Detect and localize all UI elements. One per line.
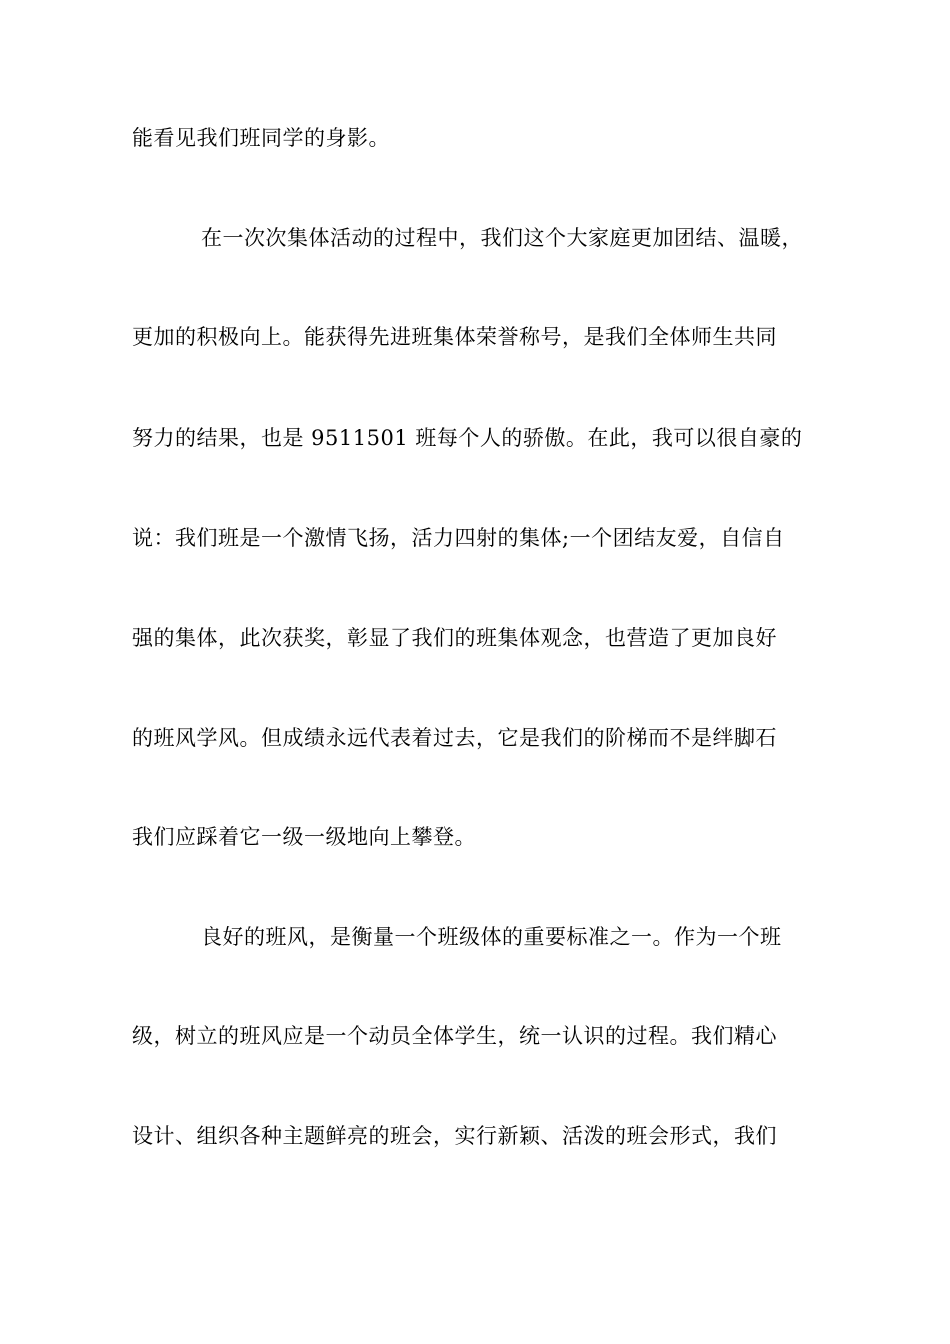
paragraph-line: 说：我们班是一个激情飞扬，活力四射的集体;一个团结友爱，自信自	[132, 526, 785, 550]
paragraph-line: 的班风学风。但成绩永远代表着过去，它是我们的阶梯而不是绊脚石	[132, 726, 777, 750]
paragraph-line: 强的集体，此次获奖，彰显了我们的班集体观念，也营造了更加良好	[132, 626, 777, 650]
paragraph-line: 良好的班风，是衡量一个班级体的重要标准之一。作为一个班	[201, 925, 782, 949]
paragraph-line: 我们应踩着它一级一级地向上攀登。	[132, 825, 476, 849]
paragraph-line: 设计、组织各种主题鲜亮的班会，实行新颖、活泼的班会形式，我们	[132, 1124, 777, 1148]
paragraph-line: 在一次次集体活动的过程中，我们这个大家庭更加团结、温暖，	[201, 226, 803, 250]
paragraph-line: 级，树立的班风应是一个动员全体学生，统一认识的过程。我们精心	[132, 1024, 777, 1048]
paragraph-line: 能看见我们班同学的身影。	[132, 126, 390, 150]
paragraph-line: 更加的积极向上。能获得先进班集体荣誉称号，是我们全体师生共同	[132, 325, 777, 349]
paragraph-line: 努力的结果，也是 9511501 班每个人的骄傲。在此，我可以很自豪的	[132, 426, 803, 450]
